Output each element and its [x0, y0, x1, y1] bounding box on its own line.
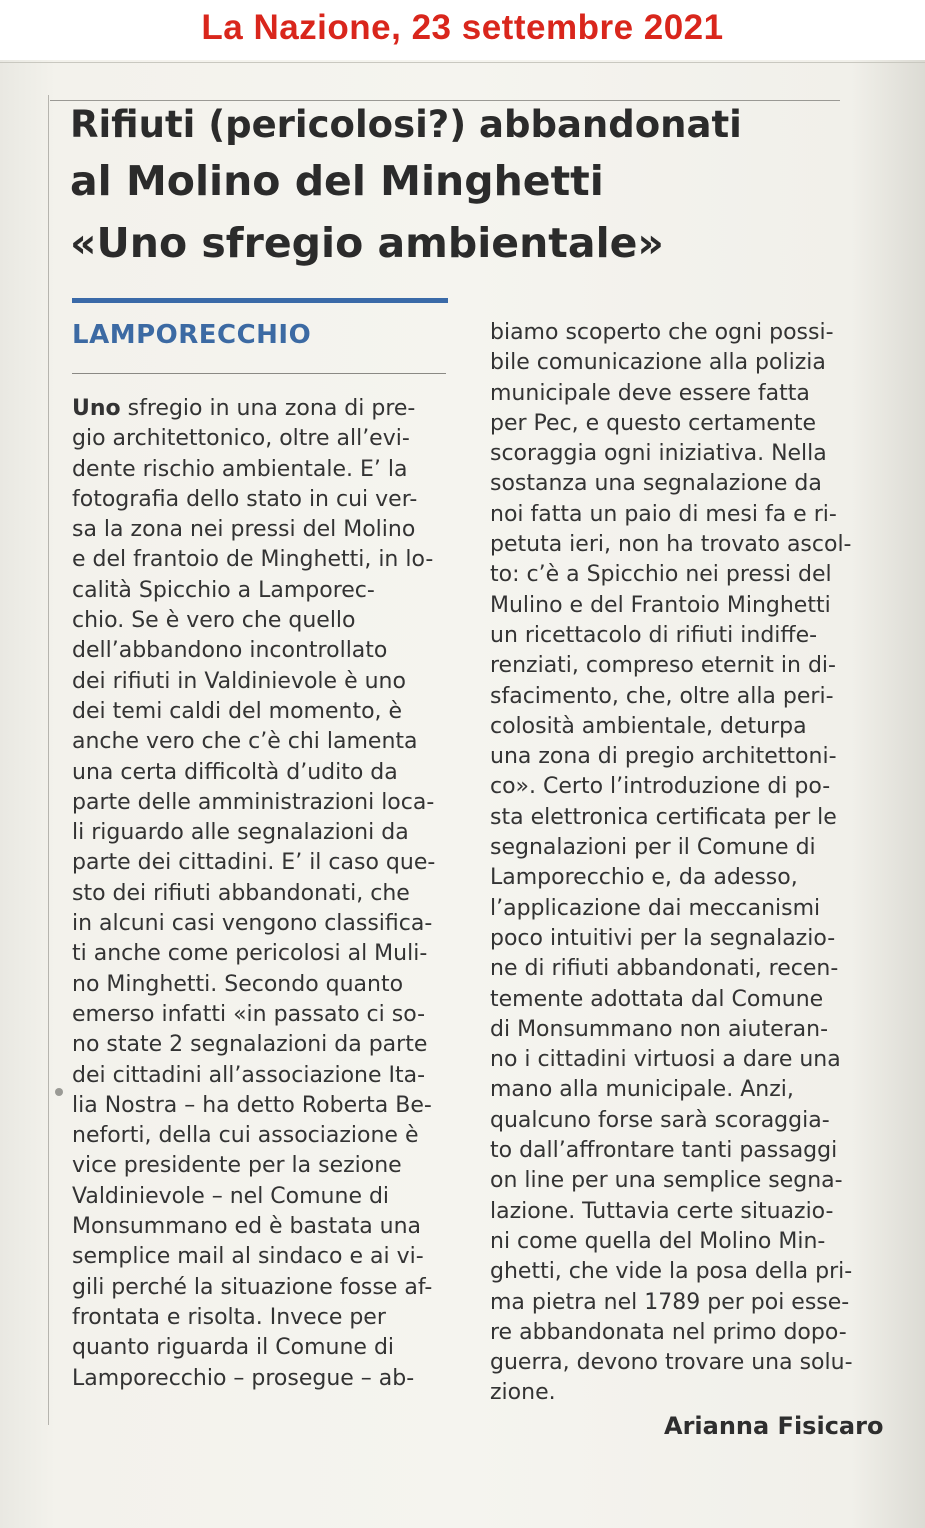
body-line-text: sfregio in una zona di pre-: [120, 396, 416, 421]
body-line: mano alla municipale. Anzi,: [490, 1077, 794, 1103]
body-line: per Pec, e questo certamente: [490, 410, 817, 436]
body-line: parte dei cittadini. E’ il caso que-: [72, 850, 436, 876]
source-banner: [0, 0, 925, 60]
body-line: parte delle amministrazioni loca-: [72, 789, 435, 815]
body-line: ghetti, che vide la posa della pri-: [490, 1259, 853, 1285]
body-line: sta elettronica certificata per le: [490, 804, 837, 830]
body-line: lazione. Tuttavia certe situazio-: [490, 1198, 834, 1224]
body-line: quanto riguarda il Comune di: [72, 1335, 395, 1361]
body-line: Lamporecchio – prosegue – ab-: [72, 1365, 415, 1391]
left-margin-rule: [48, 95, 49, 1425]
body-line: anche vero che c’è chi lamenta: [72, 729, 418, 755]
body-line: sostanza una segnalazione da: [490, 471, 822, 497]
body-line: Mulino e del Frantoio Minghetti: [490, 592, 831, 618]
body-line: qualcuno forse sarà scoraggia-: [490, 1107, 830, 1133]
article-column-right: [490, 318, 890, 1409]
body-line: biamo scoperto che ogni possi-: [490, 320, 834, 345]
body-line: segnalazioni per il Comune di: [490, 835, 816, 861]
body-line: on line per una semplice segna-: [490, 1168, 843, 1194]
body-line: frontata e risolta. Invece per: [72, 1304, 386, 1330]
body-line: di Monsummano non aiuteran-: [490, 1016, 829, 1042]
body-line: [72, 394, 452, 424]
body-line: petuta ieri, non ha trovato ascol-: [490, 532, 852, 558]
body-line: Lamporecchio e, da adesso,: [490, 865, 798, 891]
body-line: ti anche come pericolosi al Muli-: [72, 941, 428, 967]
body-line: in alcuni casi vengono classifica-: [72, 911, 433, 937]
body-line: e del frantoio de Minghetti, in lo-: [72, 547, 434, 573]
body-line: co». Certo l’introduzione di po-: [490, 774, 831, 800]
body-line: dei temi caldi del momento, è: [72, 698, 403, 724]
body-line: zione.: [490, 1380, 556, 1406]
headline-line-2: al Molino del Minghetti: [70, 157, 604, 205]
body-line: chio. Se è vero che quello: [72, 608, 356, 634]
body-line: colosità ambientale, deturpa: [490, 713, 807, 739]
page-fold-line: [0, 62, 925, 63]
body-line: no Minghetti. Secondo quanto: [72, 971, 404, 997]
body-line: dei rifiuti in Valdinievole è uno: [72, 668, 406, 694]
body-line: gio architettonico, oltre all’evi-: [72, 426, 410, 452]
body-line: municipale deve essere fatta: [490, 380, 810, 406]
lead-word: Uno: [72, 396, 121, 421]
body-line: no i cittadini virtuosi a dare una: [490, 1047, 841, 1073]
body-line: lia Nostra – ha detto Roberta Be-: [72, 1092, 432, 1118]
body-line: vice presidente per la sezione: [72, 1153, 402, 1179]
body-line: neforti, della cui associazione è: [72, 1123, 419, 1149]
body-line: Valdinievole – nel Comune di: [72, 1183, 390, 1209]
body-line: bile comunicazione alla polizia: [490, 350, 826, 376]
body-line: guerra, devono trovare una solu-: [490, 1350, 853, 1376]
author-byline: Arianna Fisicaro: [664, 1412, 884, 1440]
body-line: l’applicazione dai meccanismi: [490, 895, 821, 921]
body-line: Monsummano ed è bastata una: [72, 1214, 422, 1240]
body-line: renziati, compreso eternit in di-: [490, 653, 836, 679]
body-line: dell’abbandono incontrollato: [72, 638, 388, 664]
body-line: ne di rifiuti abbandonati, recen-: [490, 956, 839, 982]
kicker-accent-rule: [72, 298, 448, 303]
body-line: re abbandonata nel primo dopo-: [490, 1319, 847, 1345]
headline-line-1: Rifiuti (pericolosi?) abbandonati: [70, 103, 742, 146]
body-line: gili perché la situazione fosse af-: [72, 1274, 433, 1300]
article-column-left: [72, 394, 452, 1394]
body-line: un ricettacolo di rifiuti indiffe-: [490, 622, 818, 648]
body-line: no state 2 segnalazioni da parte: [72, 1032, 428, 1058]
body-line: to dall’affrontare tanti passaggi: [490, 1138, 838, 1164]
body-line: dente rischio ambientale. E’ la: [72, 456, 408, 482]
body-line: sa la zona nei pressi del Molino: [72, 517, 416, 543]
body-line: emerso infatti «in passato ci so-: [72, 1001, 426, 1027]
body-line: dei cittadini all’associazione Ita-: [72, 1062, 426, 1088]
body-line: temente adottata dal Comune: [490, 986, 824, 1012]
body-line: li riguardo alle segnalazioni da: [72, 820, 409, 846]
body-line: sto dei rifiuti abbandonati, che: [72, 880, 410, 906]
kicker-divider: [72, 373, 446, 374]
body-line: una zona di pregio architettoni-: [490, 744, 837, 770]
location-kicker: LAMPORECCHIO: [72, 320, 312, 350]
article-headline: [70, 100, 860, 274]
body-line: calità Spicchio a Lamporec-: [72, 577, 375, 603]
margin-dot: [55, 1088, 63, 1096]
body-line: scoraggia ogni iniziativa. Nella: [490, 441, 827, 467]
body-line: semplice mail al sindaco e ai vi-: [72, 1244, 424, 1270]
headline-line-3: «Uno sfregio ambientale»: [70, 219, 664, 267]
body-line: sfacimento, che, oltre alla peri-: [490, 683, 834, 709]
body-line: ni come quella del Molino Min-: [490, 1228, 826, 1254]
body-line: noi fatta un paio di mesi fa e ri-: [490, 501, 837, 527]
body-line: ma pietra nel 1789 per poi esse-: [490, 1289, 850, 1315]
body-line: una certa difficoltà d’udito da: [72, 759, 398, 785]
body-line: fotografia dello stato in cui ver-: [72, 486, 418, 512]
body-line: poco intuitivi per la segnalazio-: [490, 925, 836, 951]
body-line: to: c’è a Spicchio nei pressi del: [490, 562, 832, 588]
source-caption: La Nazione, 23 settembre 2021: [201, 8, 724, 47]
